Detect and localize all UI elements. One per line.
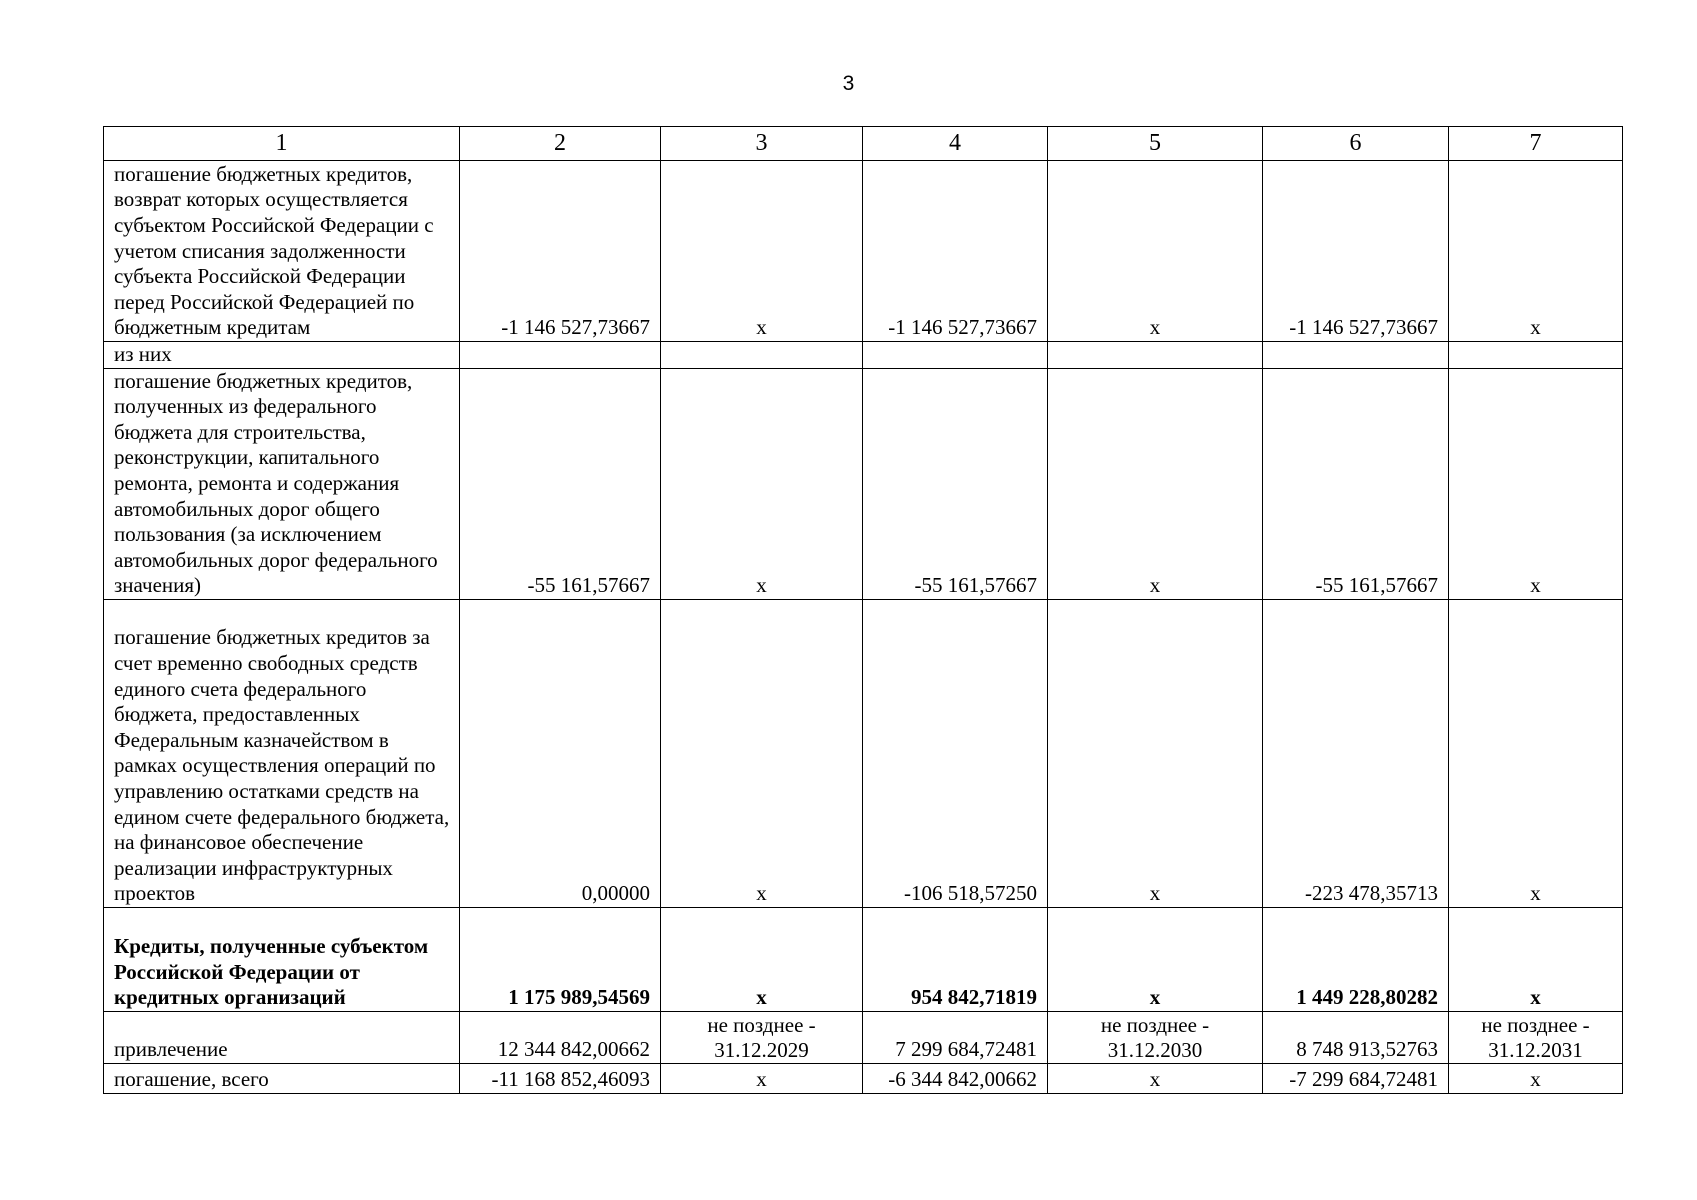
value-cell: -11 168 852,46093 (460, 1063, 661, 1093)
mark-cell: х (1449, 599, 1623, 907)
value-cell (460, 342, 661, 369)
table-row (104, 161, 1623, 342)
table-row (104, 368, 1623, 599)
mark-cell: х (1048, 1063, 1263, 1093)
value-cell (1263, 342, 1449, 369)
header-cell-3: 3 (661, 127, 863, 161)
value-cell: -6 344 842,00662 (863, 1063, 1048, 1093)
table-row (104, 907, 1623, 1011)
header-cell-7: 7 (1449, 127, 1623, 161)
mark-cell: х (661, 599, 863, 907)
value-cell: 8 748 913,52763 (1263, 1011, 1449, 1063)
value-cell: 954 842,71819 (863, 907, 1048, 1011)
row-description: погашение, всего (104, 1063, 460, 1093)
value-cell: -55 161,57667 (460, 368, 661, 599)
value-cell: -223 478,35713 (1263, 599, 1449, 907)
value-cell: 1 449 228,80282 (1263, 907, 1449, 1011)
value-cell: -55 161,57667 (1263, 368, 1449, 599)
value-cell: -1 146 527,73667 (1263, 161, 1449, 342)
table-row (104, 1011, 1623, 1063)
header-cell-2: 2 (460, 127, 661, 161)
header-cell-4: 4 (863, 127, 1048, 161)
row-description: привлечение (104, 1011, 460, 1063)
deadline-cell: не позднее - 31.12.2031 (1449, 1011, 1623, 1063)
mark-cell: х (1449, 1063, 1623, 1093)
value-cell: 1 175 989,54569 (460, 907, 661, 1011)
budget-table (103, 126, 1623, 1094)
mark-cell: х (1048, 599, 1263, 907)
value-cell: -7 299 684,72481 (1263, 1063, 1449, 1093)
value-cell: -1 146 527,73667 (460, 161, 661, 342)
value-cell: -1 146 527,73667 (863, 161, 1048, 342)
value-cell: -106 518,57250 (863, 599, 1048, 907)
header-cell-1: 1 (104, 127, 460, 161)
mark-cell: х (1449, 368, 1623, 599)
row-description: из них (104, 342, 460, 369)
mark-cell: х (1048, 907, 1263, 1011)
page-number: 3 (842, 72, 855, 95)
mark-cell: х (1449, 907, 1623, 1011)
mark-cell (1449, 342, 1623, 369)
value-cell (863, 342, 1048, 369)
deadline-cell: не позднее - 31.12.2030 (1048, 1011, 1263, 1063)
header-cell-5: 5 (1048, 127, 1263, 161)
value-cell: -55 161,57667 (863, 368, 1048, 599)
table-row (104, 342, 1623, 369)
mark-cell: х (661, 907, 863, 1011)
value-cell: 7 299 684,72481 (863, 1011, 1048, 1063)
value-cell: 0,00000 (460, 599, 661, 907)
value-cell: 12 344 842,00662 (460, 1011, 661, 1063)
mark-cell: х (661, 1063, 863, 1093)
mark-cell (661, 342, 863, 369)
row-description: Кредиты, полученные субъектом Российской Федерации от кредитных организаций (104, 907, 460, 1011)
row-description: погашение бюджетных кредитов, возврат которых осуществляется субъектом Российской Федерации с учетом списания задолженности субъекта Российской Федерации перед Российской Федерацией по бюджетным кредитам (104, 161, 460, 342)
mark-cell: х (1449, 161, 1623, 342)
table-row (104, 599, 1623, 907)
mark-cell: х (661, 368, 863, 599)
table-header-row (104, 127, 1623, 161)
mark-cell: х (661, 161, 863, 342)
mark-cell: х (1048, 161, 1263, 342)
header-cell-6: 6 (1263, 127, 1449, 161)
mark-cell: х (1048, 368, 1263, 599)
deadline-cell: не позднее - 31.12.2029 (661, 1011, 863, 1063)
mark-cell (1048, 342, 1263, 369)
row-description: погашение бюджетных кредитов, полученных из федерального бюджета для строительства, реконструкции, капитального ремонта, ремонта и содержания автомобильных дорог общего пользования (за исключением автомобильных дорог федерального значения) (104, 368, 460, 599)
row-description: погашение бюджетных кредитов за счет временно свободных средств единого счета федерального бюджета, предоставленных Федеральным казначейством в рамках осуществления операций по управлению остатками средств на едином счете федерального бюджета, на финансовое обеспечение реализации инфраструктурных проектов (104, 599, 460, 907)
table-row (104, 1063, 1623, 1093)
